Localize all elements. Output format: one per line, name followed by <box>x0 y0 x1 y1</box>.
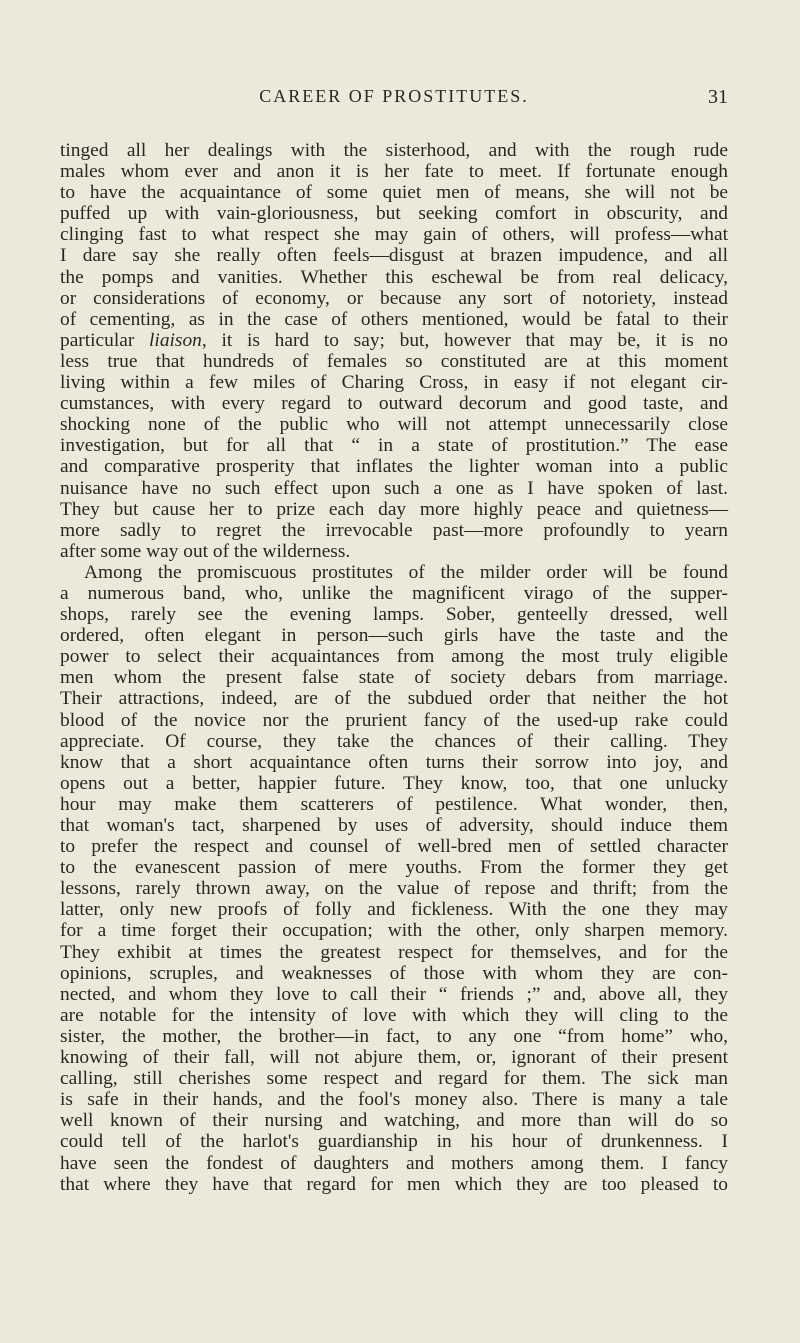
text-line: to the evanescent passion of mere youths. From the former they get <box>60 857 728 879</box>
text-line: are notable for the intensity of love with which they will cling to the <box>60 1004 728 1026</box>
text-line: particular liaison, it is hard to say; but, however that may be, it is no <box>60 329 728 351</box>
text-line: latter, only new proofs of folly and fickleness. With the one they may <box>60 899 728 921</box>
text-line: a numerous band, who, unlike the magnificent virago of the supper- <box>60 582 728 604</box>
text-line: shops, rarely see the evening lamps. Sober, genteelly dressed, well <box>60 604 728 626</box>
text-line: sister, the mother, the brother—in fact, to any one “from home” who, <box>60 1025 728 1047</box>
text-line: calling, still cherishes some respect and regard for them. The sick man <box>60 1068 728 1090</box>
text-line: for a time forget their occupation; with the other, only sharpen memory. <box>60 920 728 942</box>
text-line: the pomps and vanities. Whether this eschewal be from real delicacy, <box>60 266 728 288</box>
text-line: males whom ever and anon it is her fate to meet. If fortunate enough <box>60 161 728 183</box>
text-line: power to select their acquaintances from among the most truly eligible <box>60 646 728 668</box>
text-line: I dare say she really often feels—disgust at brazen impudence, and all <box>60 245 728 267</box>
text-line: could tell of the harlot's guardianship in his hour of drunkenness. I <box>60 1131 728 1153</box>
text-line: after some way out of the wilderness. <box>60 540 351 562</box>
text-line: living within a few miles of Charing Cross, in easy if not elegant cir- <box>60 372 728 394</box>
text-line: knowing of their fall, will not abjure them, or, ignorant of their present <box>60 1047 728 1069</box>
text-line: clinging fast to what respect she may gain of others, will profess—what <box>60 224 728 246</box>
text-line: Among the promiscuous prostitutes of the milder order will be found <box>84 561 728 583</box>
italic-word: liaison <box>149 329 202 351</box>
text-line: know that a short acquaintance often turns their sorrow into joy, and <box>60 751 728 773</box>
text-line: and comparative prosperity that inflates the lighter woman into a public <box>60 456 728 478</box>
text-line: lessons, rarely thrown away, on the value of repose and thrift; from the <box>60 878 728 900</box>
text-line: have seen the fondest of daughters and mothers among them. I fancy <box>60 1152 728 1174</box>
text-line: nected, and whom they love to call their “ friends ;” and, above all, they <box>60 983 728 1005</box>
text-line: appreciate. Of course, they take the chances of their calling. They <box>60 730 728 752</box>
text-line: to have the acquaintance of some quiet men of means, she will not be <box>60 182 728 204</box>
running-head <box>60 86 728 112</box>
text-line: that woman's tact, sharpened by uses of adversity, should induce them <box>60 815 728 836</box>
text-line: men whom the present false state of society debars from marriage. <box>60 667 728 689</box>
text-line: opinions, scruples, and weaknesses of those with whom they are con- <box>60 962 728 984</box>
text-line: well known of their nursing and watching, and more than will do so <box>60 1110 728 1132</box>
text-line: opens out a better, happier future. They know, too, that one unlucky <box>60 772 728 794</box>
running-title: CAREER OF PROSTITUTES. <box>259 86 529 106</box>
text-line: to prefer the respect and counsel of well-bred men of settled character <box>60 836 728 858</box>
text-line: They but cause her to prize each day more highly peace and quietness— <box>60 498 728 520</box>
text-line: less true that hundreds of females so constituted are at this moment <box>60 350 728 372</box>
text-line: ordered, often elegant in person—such girls have the taste and the <box>60 625 728 647</box>
text-line: shocking none of the public who will not attempt unnecessarily close <box>60 414 728 436</box>
text-line: is safe in their hands, and the fool's money also. There is many a tale <box>60 1089 728 1111</box>
body-text <box>60 140 728 1195</box>
text-line: blood of the novice nor the prurient fancy of the used-up rake could <box>60 709 728 731</box>
text-line: nuisance have no such effect upon such a one as I have spoken of last. <box>60 477 728 499</box>
page-number: 31 <box>708 86 728 108</box>
text-line: that where they have that regard for men which they are too pleased to <box>60 1173 728 1195</box>
text-line: investigation, but for all that “ in a state of prostitution.” The ease <box>60 435 728 457</box>
text-line: Their attractions, indeed, are of the subdued order that neither the hot <box>60 688 728 710</box>
text-line: or considerations of economy, or because any sort of notoriety, instead <box>60 287 728 309</box>
text-line: of cementing, as in the case of others mentioned, would be fatal to their <box>60 308 728 330</box>
text-line: hour may make them scatterers of pestilence. What wonder, then, <box>60 793 728 815</box>
text-line: tinged all her dealings with the sisterhood, and with the rough rude <box>60 140 728 161</box>
text-line: They exhibit at times the greatest respect for themselves, and for the <box>60 941 728 963</box>
text-line: more sadly to regret the irrevocable past—more profoundly to yearn <box>60 519 728 541</box>
text-line: puffed up with vain-gloriousness, but seeking comfort in obscurity, and <box>60 203 728 225</box>
text-line: cumstances, with every regard to outward decorum and good taste, and <box>60 393 728 415</box>
